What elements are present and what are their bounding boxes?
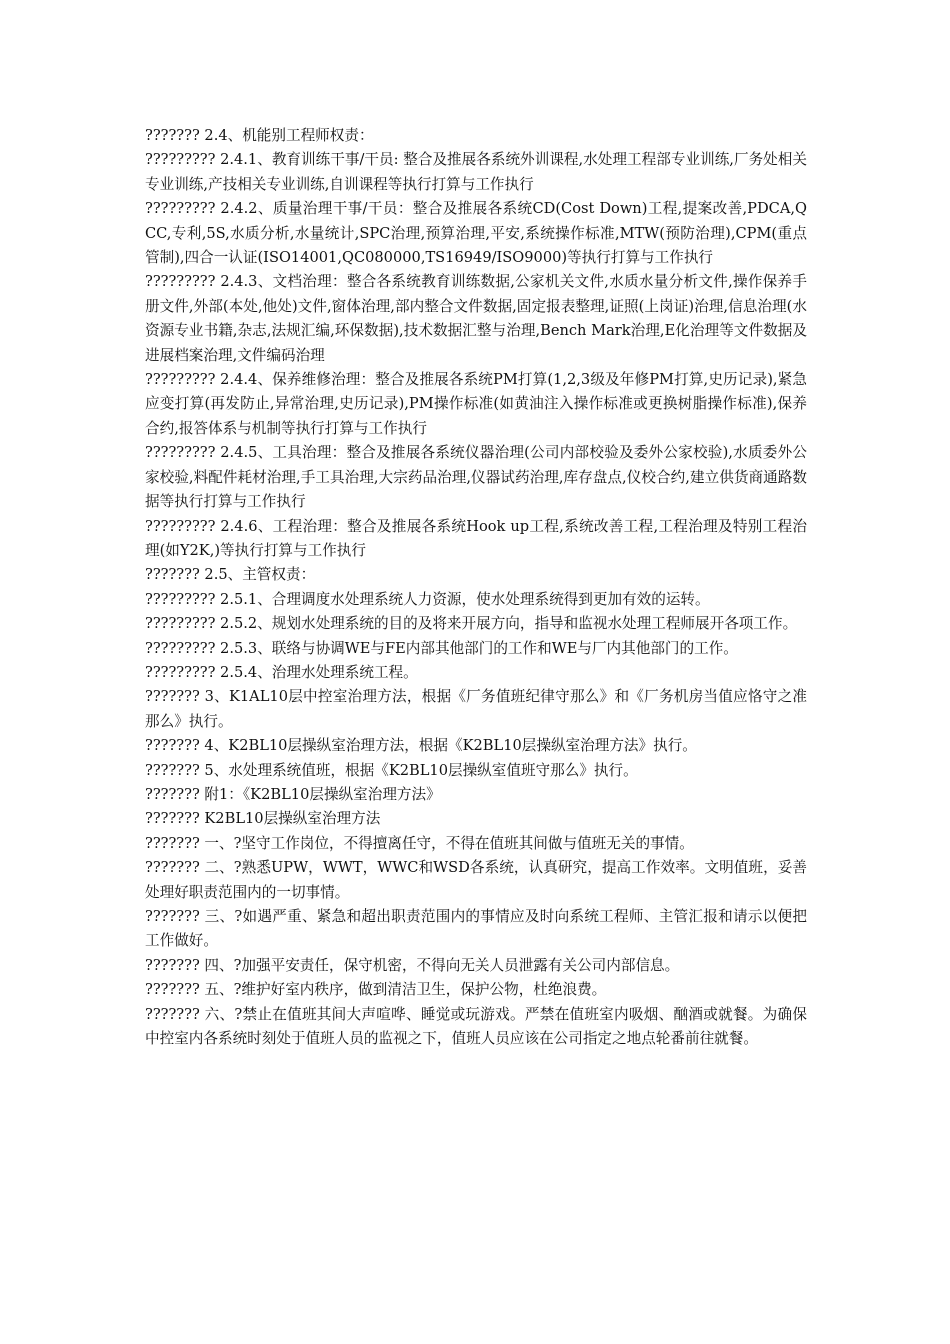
- paragraph: ??????? K2BL10层操纵室治理方法: [145, 810, 381, 828]
- paragraph: ????????? 2.4.4、保养维修治理：整合及推展各系统PM打算(1,2,3级及年修PM打算,史历记录),紧急应变打算(再发防止,异常治理,史历记录),PM操作标准(如黄油注入操作标准或更换树脂操作标准),保养合约,报答体系与机制等执行打算与工作执行: [145, 371, 807, 437]
- paragraph: ????????? 2.4.5、工具治理：整合及推展各系统仪器治理(公司内部校验及委外公家校验),水质委外公家校验,料配件耗材治理,手工具治理,大宗药品治理,仪器试药治理,库存盘点,仪校合约,建立供货商通路数据等执行打算与工作执行: [145, 444, 807, 511]
- paragraph: ??????? 附1：《K2BL10层操纵室治理方法》: [145, 785, 441, 803]
- paragraph: ??????? 五、?维护好室内秩序，做到清洁卫生，保护公物，杜绝浪费。: [145, 981, 607, 999]
- paragraph: ??????? 4、K2BL10层操纵室治理方法，根据《K2BL10层操纵室治理方法》执行。: [145, 737, 697, 755]
- document-body: [145, 124, 807, 1051]
- paragraph: ????????? 2.4.1、教育训练干事/干员: 整合及推展各系统外训课程,水处理工程部专业训练,厂务处相关专业训练,产技相关专业训练,自训课程等执行打算与工作执行: [145, 151, 807, 193]
- paragraph: ????????? 2.5.4、治理水处理系统工程。: [145, 663, 418, 681]
- paragraph: ????????? 2.4.2、质量治理干事/干员：整合及推展各系统CD(Cost Down)工程,提案改善,PDCA,QCC,专利,5S,水质分析,水量统计,SPC治理,预算治理,平安,系统操作标准,MTW(预防治理),CPM(重点管制),四合一认证(ISO14001,QC080000,TS16949/ISO9000)等执行打算与工作执行: [145, 200, 807, 267]
- paragraph: ??????? 2.4、机能别工程师权责：: [145, 127, 374, 144]
- paragraph: ??????? 二、?熟悉UPW，WWT，WWC和WSD各系统，认真研究，提高工作效率。文明值班，妥善处理好职责范围内的一切事情。: [145, 859, 807, 901]
- paragraph: ??????? 5、水处理系统值班，根据《K2BL10层操纵室值班守那么》执行。: [145, 761, 638, 779]
- paragraph: ??????? 四、?加强平安责任，保守机密，不得向无关人员泄露有关公司内部信息。: [145, 956, 680, 974]
- paragraph: ????????? 2.5.1、合理调度水处理系统人力资源，使水处理系统得到更加有效的运转。: [145, 590, 710, 608]
- paragraph: ??????? 2.5、主管权责：: [145, 566, 316, 584]
- paragraph: ??????? 3、K1AL10层中控室治理方法，根据《厂务值班纪律守那么》和《厂务机房当值应恪守之准那么》执行。: [145, 688, 807, 730]
- paragraph: ????????? 2.4.3、文档治理：整合各系统教育训练数据,公家机关文件,水质水量分析文件,操作保养手册文件,外部(本处,他处)文件,窗体治理,部内整合文件数据,固定报表整理,证照(上岗证)治理,信息治理(水资源专业书籍,杂志,法规汇编,环保数据),技术数据汇整与治理,Bench Mark治理,E化治理等文件数据及进展档案治理,文件编码治理: [145, 273, 807, 364]
- paragraph: ????????? 2.5.2、规划水处理系统的目的及将来开展方向，指导和监视水处理工程师展开各项工作。: [145, 615, 798, 633]
- paragraph: ??????? 一、?坚守工作岗位，不得擅离任守，不得在值班其间做与值班无关的事情。: [145, 834, 694, 852]
- paragraph: ??????? 三、?如遇严重、紧急和超出职责范围内的事情应及时向系统工程师、主管汇报和请示以便把工作做好。: [145, 908, 807, 950]
- paragraph: ????????? 2.4.6、工程治理：整合及推展各系统Hook up工程,系统改善工程,工程治理及特别工程治理(如Y2K,)等执行打算与工作执行: [145, 517, 807, 559]
- paragraph: ??????? 六、?禁止在值班其间大声喧哗、睡觉或玩游戏。严禁在值班室内吸烟、酗酒或就餐。为确保中控室内各系统时刻处于值班人员的监视之下，值班人员应该在公司指定之地点轮番前往就餐。: [145, 1005, 807, 1048]
- paragraph: ????????? 2.5.3、联络与协调WE与FE内部其他部门的工作和WE与厂内其他部门的工作。: [145, 639, 738, 657]
